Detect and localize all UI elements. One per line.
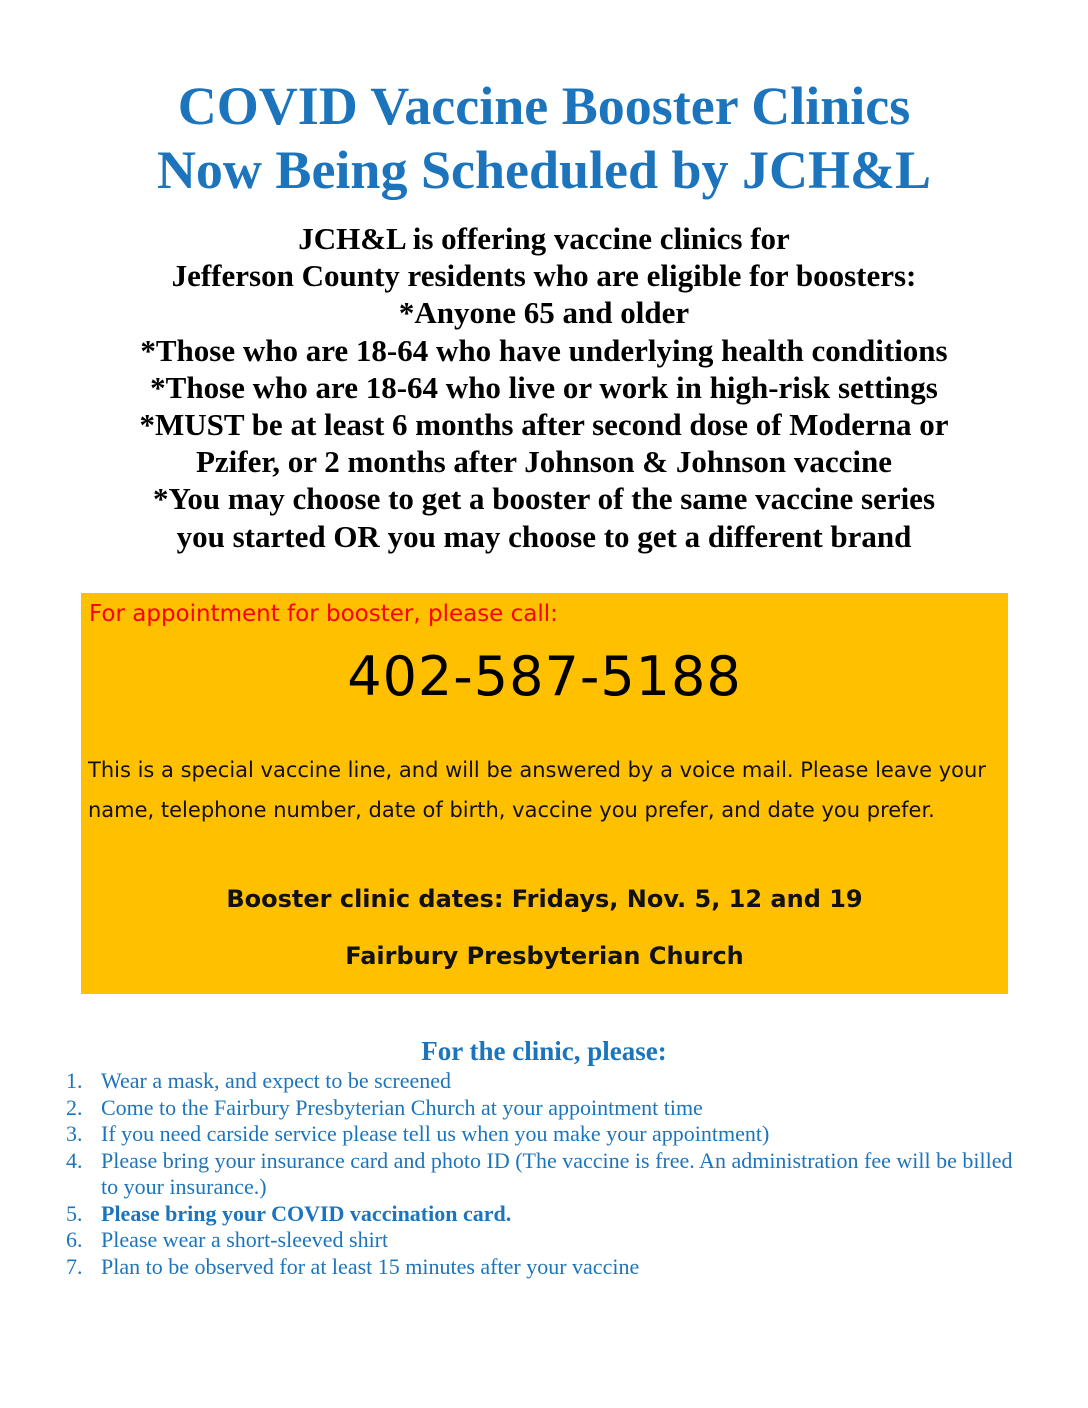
intro-line: you started OR you may choose to get a different brand	[176, 518, 912, 554]
voicemail-note: This is a special vaccine line, and will be answered by a voice mail. Please leave your name, telephone number, date of birth, vaccine you prefer, and date you prefer.	[88, 758, 986, 822]
clinic-heading: For the clinic, please:	[421, 1036, 667, 1066]
intro-line: Jefferson County residents who are eligible for boosters:	[171, 258, 917, 294]
list-item	[66, 1121, 1026, 1148]
list-item-text: Wear a mask, and expect to be screened	[101, 1068, 452, 1093]
list-item-number: 3.	[66, 1121, 83, 1146]
intro-line: JCH&L is offering vaccine clinics for	[298, 221, 790, 256]
title-line-1: COVID Vaccine Booster Clinics	[177, 76, 911, 136]
phone-number: 402-587-5188	[347, 645, 742, 708]
list-item	[66, 1148, 1026, 1201]
list-item-text: Plan to be observed for at least 15 minutes after your vaccine	[101, 1253, 640, 1279]
list-item-text: Please bring your insurance card and photo ID (The vaccine is free. An administration fee will be billed to your insurance.)	[101, 1147, 1013, 1199]
list-item-text: Please bring your COVID vaccination card.	[101, 1200, 512, 1226]
list-item-number: 7.	[66, 1253, 83, 1279]
intro-line: *You may choose to get a booster of the same vaccine series	[152, 481, 936, 517]
list-item	[66, 1254, 1026, 1281]
list-item	[66, 1201, 1026, 1228]
list-item-text: If you need carside service please tell us when you make your appointment)	[101, 1121, 770, 1146]
list-item	[66, 1227, 1026, 1254]
appointment-box	[81, 593, 1008, 994]
eligibility-intro	[0, 220, 1088, 555]
list-item-number: 1.	[66, 1068, 83, 1093]
intro-line: Pzifer, or 2 months after Johnson & Johnson vaccine	[195, 444, 893, 480]
list-item-number: 4.	[66, 1147, 83, 1173]
list-item-number: 5.	[66, 1200, 83, 1226]
clinic-dates: Booster clinic dates: Fridays, Nov. 5, 12 and 19	[226, 885, 863, 913]
list-item	[66, 1068, 1026, 1095]
list-item	[66, 1095, 1026, 1122]
list-item-number: 6.	[66, 1227, 83, 1252]
page-title	[0, 74, 1088, 202]
intro-line: *Anyone 65 and older	[398, 295, 690, 331]
clinic-instructions-list	[66, 1068, 1026, 1280]
call-label: For appointment for booster, please call:	[89, 601, 558, 627]
intro-line: *MUST be at least 6 months after second dose of Moderna or	[139, 407, 949, 443]
list-item-text: Come to the Fairbury Presbyterian Church at your appointment time	[101, 1094, 703, 1120]
list-item-text: Please wear a short-sleeved shirt	[101, 1227, 389, 1252]
clinic-location: Fairbury Presbyterian Church	[345, 942, 744, 970]
title-line-2: Now Being Scheduled by JCH&L	[156, 140, 932, 200]
intro-line: *Those who are 18-64 who have underlying health conditions	[140, 332, 948, 368]
intro-line: *Those who are 18-64 who live or work in high-risk settings	[150, 369, 938, 405]
list-item-number: 2.	[66, 1094, 83, 1120]
